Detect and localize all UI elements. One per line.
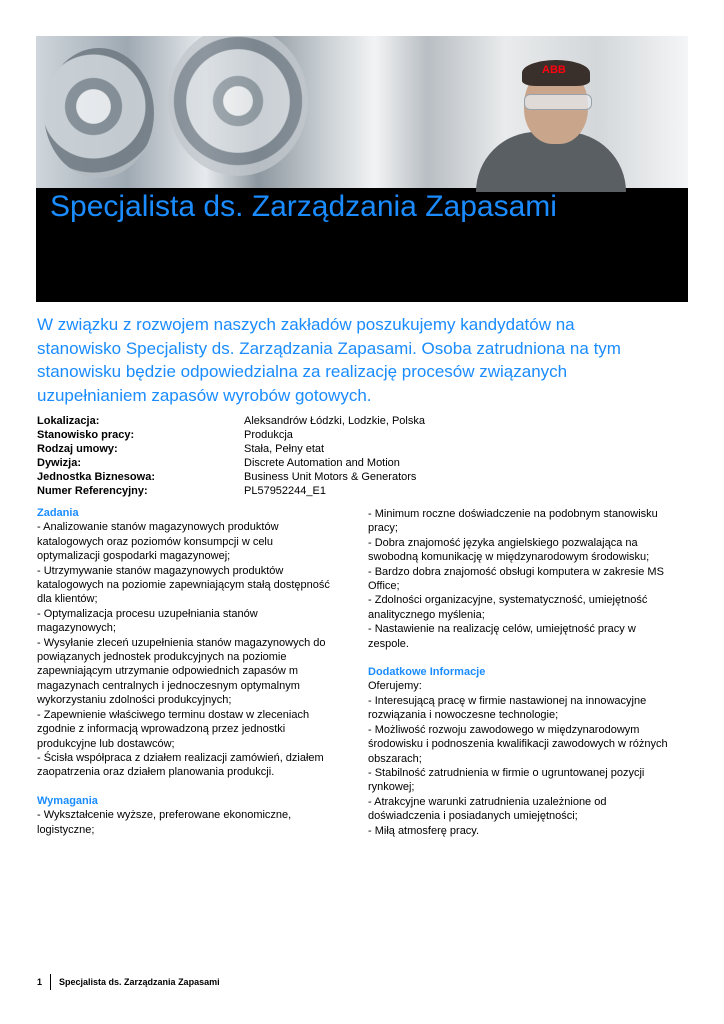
task-line: - Wysyłanie zleceń uzupełnienia stanów magazynowych do: [37, 636, 326, 649]
info-label: Jednostka Biznesowa:: [37, 471, 155, 483]
abb-logo: ABB: [542, 64, 566, 76]
requirement-line: analitycznego myślenia;: [368, 608, 485, 621]
requirement-line: swobodną komunikację w międzynarodowym środowisku;: [368, 551, 650, 564]
info-label: Rodzaj umowy:: [37, 443, 118, 455]
requirements-list-continued: [368, 507, 678, 651]
tasks-heading: Zadania: [37, 507, 79, 519]
info-row: [37, 414, 637, 428]
task-line: zaopatrzenia oraz działem planowania produkcji.: [37, 766, 275, 779]
info-label: Stanowisko pracy:: [37, 429, 135, 441]
info-value: Aleksandrów Łódzki, Lodzkie, Polska: [244, 415, 425, 427]
header-banner: [36, 36, 688, 302]
tasks-list: [37, 520, 337, 779]
offer-line: środowisku i podnoszenia kwalifikacji zawodowych w różnych: [368, 738, 668, 751]
page-title: Specjalista ds. Zarządzania Zapasami: [50, 190, 557, 223]
offer-line: rynkowej;: [368, 781, 415, 794]
offer-line: - Stabilność zatrudnienia w firmie o ugruntowanej pozycji: [368, 766, 645, 779]
info-row: [37, 442, 637, 456]
task-line: magazynowych;: [37, 622, 116, 635]
gear-image: [168, 36, 308, 176]
task-line: wykorzystaniu zdolności produkcyjnych;: [37, 694, 232, 707]
task-line: - Zapewnienie właściwego terminu dostaw w zleceniach: [37, 708, 310, 721]
requirement-line: zespole.: [368, 637, 409, 650]
task-line: - Optymalizacja procesu uzupełniania stanów: [37, 607, 258, 620]
requirement-line: - Nastawienie na realizację celów, umiejętność pracy w: [368, 623, 636, 636]
task-line: dla klientów;: [37, 593, 98, 606]
left-column: [37, 506, 337, 837]
requirement-line: logistyczne;: [37, 823, 95, 836]
requirement-line: - Wykształcenie wyższe, preferowane ekonomiczne,: [37, 809, 292, 822]
requirements-heading: Wymagania: [37, 794, 98, 807]
task-line: katalogowych na poziomie zapewniającym stałą dostępność: [37, 579, 330, 592]
offer-line: - Możliwość rozwoju zawodowego w międzynarodowym: [368, 723, 640, 736]
task-line: zapewniającym utrzymanie odpowiednich zapasów m: [37, 665, 299, 678]
page-number: 1: [37, 977, 43, 987]
requirements-list: [37, 808, 337, 837]
offer-line: rozwiązania i nowoczesne technologie;: [368, 709, 559, 722]
offer-line: - Atrakcyjne warunki zatrudnienia uzależnione od: [368, 795, 607, 808]
info-value: Produkcja: [244, 429, 293, 441]
info-value: Business Unit Motors & Generators: [244, 471, 417, 483]
info-row: [37, 484, 637, 498]
requirement-line: - Bardzo dobra znajomość obsługi komputera w zakresie MS: [368, 565, 664, 578]
task-line: magazynach centralnych i jednoczesnym optymalnym: [37, 679, 300, 692]
offer-line: - Interesującą pracę w firmie nastawionej na innowacyjne: [368, 694, 647, 707]
offer-line: obszarach;: [368, 752, 422, 765]
info-row: [37, 456, 637, 470]
offer-line: doświadczenia i posiadanych umiejętności;: [368, 810, 578, 823]
requirement-line: Office;: [368, 580, 400, 593]
intro-paragraph: W związku z rozwojem naszych zakładów poszukujemy kandydatów na stanowisko Specjalisty ds. Zarządzania Zapasami. Osoba zatrudniona na tym stanowisku będzie odpowiedzialna za realizację procesów związanych uzupełnianiem zapasów wyrobów gotowych.: [37, 315, 621, 405]
info-value: PL57952244_E1: [244, 485, 326, 497]
task-line: zgodnie z informacją wprowadzoną przez jednostki: [37, 723, 286, 736]
info-label: Lokalizacja:: [37, 415, 100, 427]
task-line: powiązanych jednostek produkcyjnych na poziomie: [37, 651, 287, 664]
info-row: [37, 470, 637, 484]
task-line: - Analizowanie stanów magazynowych produktów: [37, 521, 279, 534]
task-line: produkcyjne lub dostawców;: [37, 737, 175, 750]
info-label: Numer Referencyjny:: [37, 485, 148, 497]
footer-divider: [50, 974, 51, 990]
info-row: [37, 428, 637, 442]
info-value: Stała, Pełny etat: [244, 443, 325, 455]
gear-image: [44, 48, 154, 178]
task-line: - Utrzymywanie stanów magazynowych produktów: [37, 564, 284, 577]
page-footer: [37, 974, 220, 990]
offer-line: - Miłą atmosferę pracy.: [368, 824, 480, 837]
info-label: Dywizja:: [37, 457, 82, 469]
additional-info-list: [368, 679, 678, 837]
requirement-line: - Minimum roczne doświadczenie na podobnym stanowisku: [368, 508, 658, 520]
right-column: [368, 507, 678, 838]
info-value: Discrete Automation and Motion: [244, 457, 400, 469]
header-photo: [36, 36, 688, 188]
job-info-table: [37, 414, 637, 498]
additional-info-heading: Dodatkowe Informacje: [368, 666, 486, 679]
requirement-line: pracy;: [368, 522, 398, 535]
requirement-line: - Dobra znajomość języka angielskiego pozwalająca na: [368, 536, 638, 549]
footer-title: Specjalista ds. Zarządzania Zapasami: [59, 977, 220, 987]
task-line: katalogowych oraz poziomów konsumpcji w celu: [37, 535, 273, 548]
task-line: - Ścisła współpraca z działem realizacji zamówień, działem: [37, 751, 324, 764]
task-line: optymalizacji gospodarki magazynowej;: [37, 550, 231, 563]
offer-line: Oferujemy:: [368, 680, 422, 693]
requirement-line: - Zdolności organizacyjne, systematyczność, umiejętność: [368, 594, 648, 607]
